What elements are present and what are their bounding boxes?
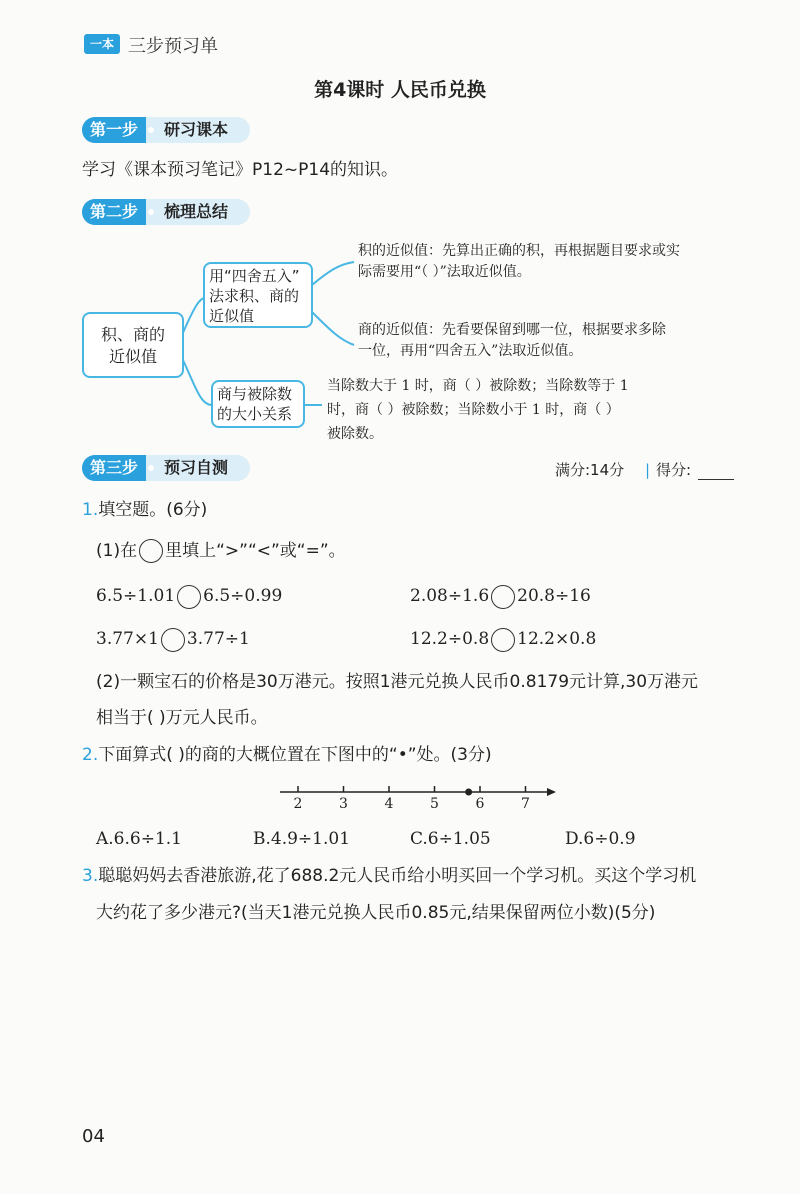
answer-circle[interactable] [491,628,515,652]
q3-number: 3. [82,866,99,886]
answer-circle[interactable] [491,585,515,609]
step3-header [82,455,250,481]
q1-expr-row2-left [96,627,250,652]
number-line-tick-label: 3 [339,796,348,812]
q2-option-b[interactable]: B.4.9÷1.01 [253,829,351,849]
expr-6.5-div-1.01: 6.5÷1.01 [96,586,176,606]
mindmap-center-node [82,312,184,378]
q3-line1-text: 聪聪妈妈去香港旅游,花了688.2元人民币给小明买回一个学习机。买这个学习机 [98,866,697,886]
q3-line1 [82,864,696,888]
step-dot-icon [148,465,154,471]
answer-circle[interactable] [177,585,201,609]
header-title: 三步预习单 [128,36,218,57]
expr-3.77-times-1: 3.77×1 [96,629,159,649]
mindmap-leaf-relation: 当除数大于 1 时，商（ ）被除数；当除数等于 1 时，商（ ）被除数；当除数小于 1 时，商（ ） 被除数。 [327,378,629,442]
q1-sub1-post: 里填上“>”“<”或“=”。 [165,541,346,561]
mindmap-branch-relation-text: 商与被除数 的大小关系 [217,385,293,423]
brand-logo: 一本 [84,34,120,54]
q2-option-a[interactable]: A.6.6÷1.1 [96,829,182,849]
expr-2.08-div-1.6: 2.08÷1.6 [410,586,490,606]
q1-sub1-pre: (1)在 [96,541,138,561]
number-line-tick-label: 6 [475,796,485,812]
q2-number: 2. [82,745,99,765]
q2-question [82,743,492,767]
mindmap-branch-rounding [203,262,313,328]
q2-option-c[interactable]: C.6÷1.05 [410,829,491,849]
number-line-tick-label: 4 [384,796,394,812]
number-line-arrow-icon [547,788,556,796]
mindmap-branch-rounding-text: 用“四舍五入” 法求积、商的 近似值 [209,267,300,325]
q1-number: 1. [82,500,99,520]
q2-text: 下面算式( )的商的大概位置在下图中的“•”处。(3分) [98,745,492,765]
score-separator: | [645,461,651,479]
step3-number: 第三步 [82,455,146,481]
q1-sub2-line2: 相当于( )万元人民币。 [96,708,268,728]
number-line-tick-label: 5 [430,796,439,812]
step2-number: 第二步 [82,199,146,225]
step2-name: 梳理总结 [164,202,229,221]
expr-12.2-div-0.8: 12.2÷0.8 [410,629,490,649]
q1-sub1 [96,539,346,563]
q1-expr-row1-left [96,584,282,609]
step1-text: 学习《课本预习笔记》P12~P14的知识。 [82,160,399,180]
expr-20.8-div-16: 20.8÷16 [517,586,591,606]
answer-circle[interactable] [139,539,163,563]
score-blank[interactable] [698,479,734,480]
q1-sub2-line1: (2)一颗宝石的价格是30万港元。按照1港元兑换人民币0.8179元计算,30万港元 [96,672,699,692]
mindmap-center-text: 积、商的 近似值 [100,325,165,366]
q1-expr-row2-right [410,627,596,652]
q2-option-d[interactable]: D.6÷0.9 [565,829,636,849]
number-line [270,775,570,815]
step1-number: 第一步 [82,117,146,143]
mindmap-leaf-quotient: 商的近似值：先看要保留到哪一位，根据要求多除 一位，再用“四舍五入”法取近似值。 [358,322,666,359]
q1-expr-row1-right [410,584,591,609]
answer-circle[interactable] [161,628,185,652]
expr-6.5-div-0.99: 6.5÷0.99 [203,586,283,606]
step1-name: 研习课本 [164,120,229,139]
mindmap-leaf-product: 积的近似值：先算出正确的积，再根据题目要求或实 际需要用“（ ）”法取近似值。 [358,243,680,280]
score-full: 满分:14分 [555,461,625,479]
q3-line2: 大约花了多少港元?(当天1港元兑换人民币0.85元,结果保留两位小数)(5分) [96,903,656,923]
score-got: 得分: [656,461,692,479]
step3-name: 预习自测 [164,458,229,477]
page-number: 04 [82,1126,105,1147]
number-line-tick-label: 2 [293,796,303,812]
lesson-title: 第4课时 人民币兑换 [314,79,486,101]
q1-title-text: 填空题。(6分) [98,500,208,520]
expr-12.2-times-0.8: 12.2×0.8 [517,629,597,649]
number-line-tick-label: 7 [521,796,530,812]
expr-3.77-div-1: 3.77÷1 [186,629,250,649]
number-line-dot [465,789,472,796]
mindmap-branch-relation [211,380,305,428]
q1-title [82,498,207,522]
